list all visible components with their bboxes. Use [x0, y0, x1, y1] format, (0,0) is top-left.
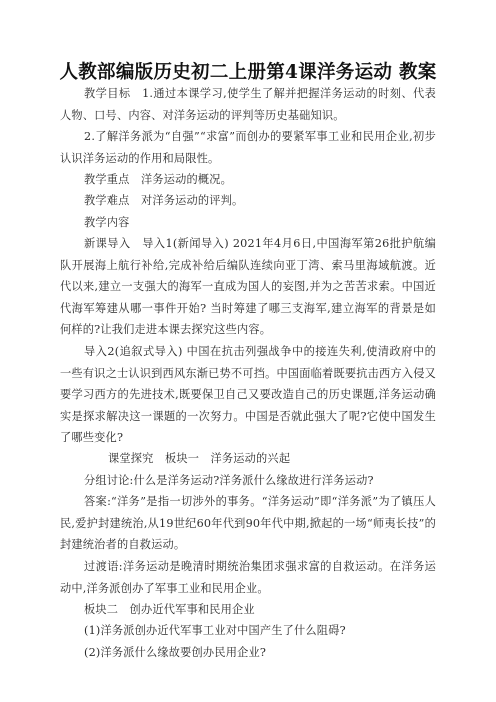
paragraph-transition: 过渡语:洋务运动是晚清时期统治集团求强求富的自救运动。在洋务运动中,洋务派创办了军事工业和民用企业。	[60, 560, 436, 595]
paragraph-section-2-heading: 板块二 创办近代军事和民用企业	[84, 603, 255, 616]
paragraph-question-2: (2)洋务派什么缘故要创办民用企业?	[84, 646, 267, 659]
paragraph-section-1-heading: 课堂探究 板块一 洋务运动的兴起	[108, 452, 291, 465]
paragraph-teaching-goal-1: 教学目标 1.通过本课学习,使学生了解并把握洋务运动的时刻、代表人物、口号、内容、对洋务运动的评判等历史基础知识。	[60, 87, 436, 122]
paragraph-key-point: 教学重点 洋务运动的概况。	[84, 173, 233, 186]
paragraph-teaching-content: 教学内容	[84, 216, 130, 229]
paragraph-answer: 答案:“洋务”是指一切涉外的事务。“洋务运动”即“洋务派”为了镇压人民,爱护封建统治,从19世纪60年代到90年代中期,掀起的一场“师夷长技”的封建统治者的自救运动。	[60, 495, 436, 551]
paragraph-question-1: (1)洋务派创办近代军事工业对中国产生了什么阻碍?	[84, 624, 346, 637]
document-title: 人教部编版历史初二上册第4课洋务运动 教案	[59, 62, 437, 83]
paragraph-group-discussion: 分组讨论:什么是洋务运动?洋务派什么缘故进行洋务运动?	[84, 474, 374, 487]
paragraph-intro-1: 新课导入 导入1(新闻导入) 2021年4月6日,中国海军第26批护航编队开展海上航行补给,完成补给后编队连续向亚丁湾、索马里海域航渡。近代以来,建立一支强大的海军一直成为国人的妄图,并为之苦苦求索。中国近代海军筹建从哪一事件开始? 当时筹建了哪三支海军,建立海军的背景是如何样的?让我们走进本课去探究这些内容。	[60, 237, 436, 336]
paragraph-difficulty: 教学难点 对洋务运动的评判。	[84, 194, 244, 207]
paragraph-intro-2: 导入2(追叙式导入) 中国在抗击列强战争中的接连失利,使清政府中的一些有识之士认识到西风东渐已势不可挡。中国面临着既要抗击西方入侵又要学习西方的先进技术,既要保卫自己又要改造自己的历史课题,洋务运动确实是探求解决这一课题的一次努力。中国是否就此强大了呢?它使中国发生了哪些变化?	[60, 345, 436, 444]
paragraph-teaching-goal-2: 2.了解洋务派为“自强”“求富”而创办的要紧军事工业和民用企业,初步认识洋务运动的作用和局限性。	[60, 130, 436, 165]
